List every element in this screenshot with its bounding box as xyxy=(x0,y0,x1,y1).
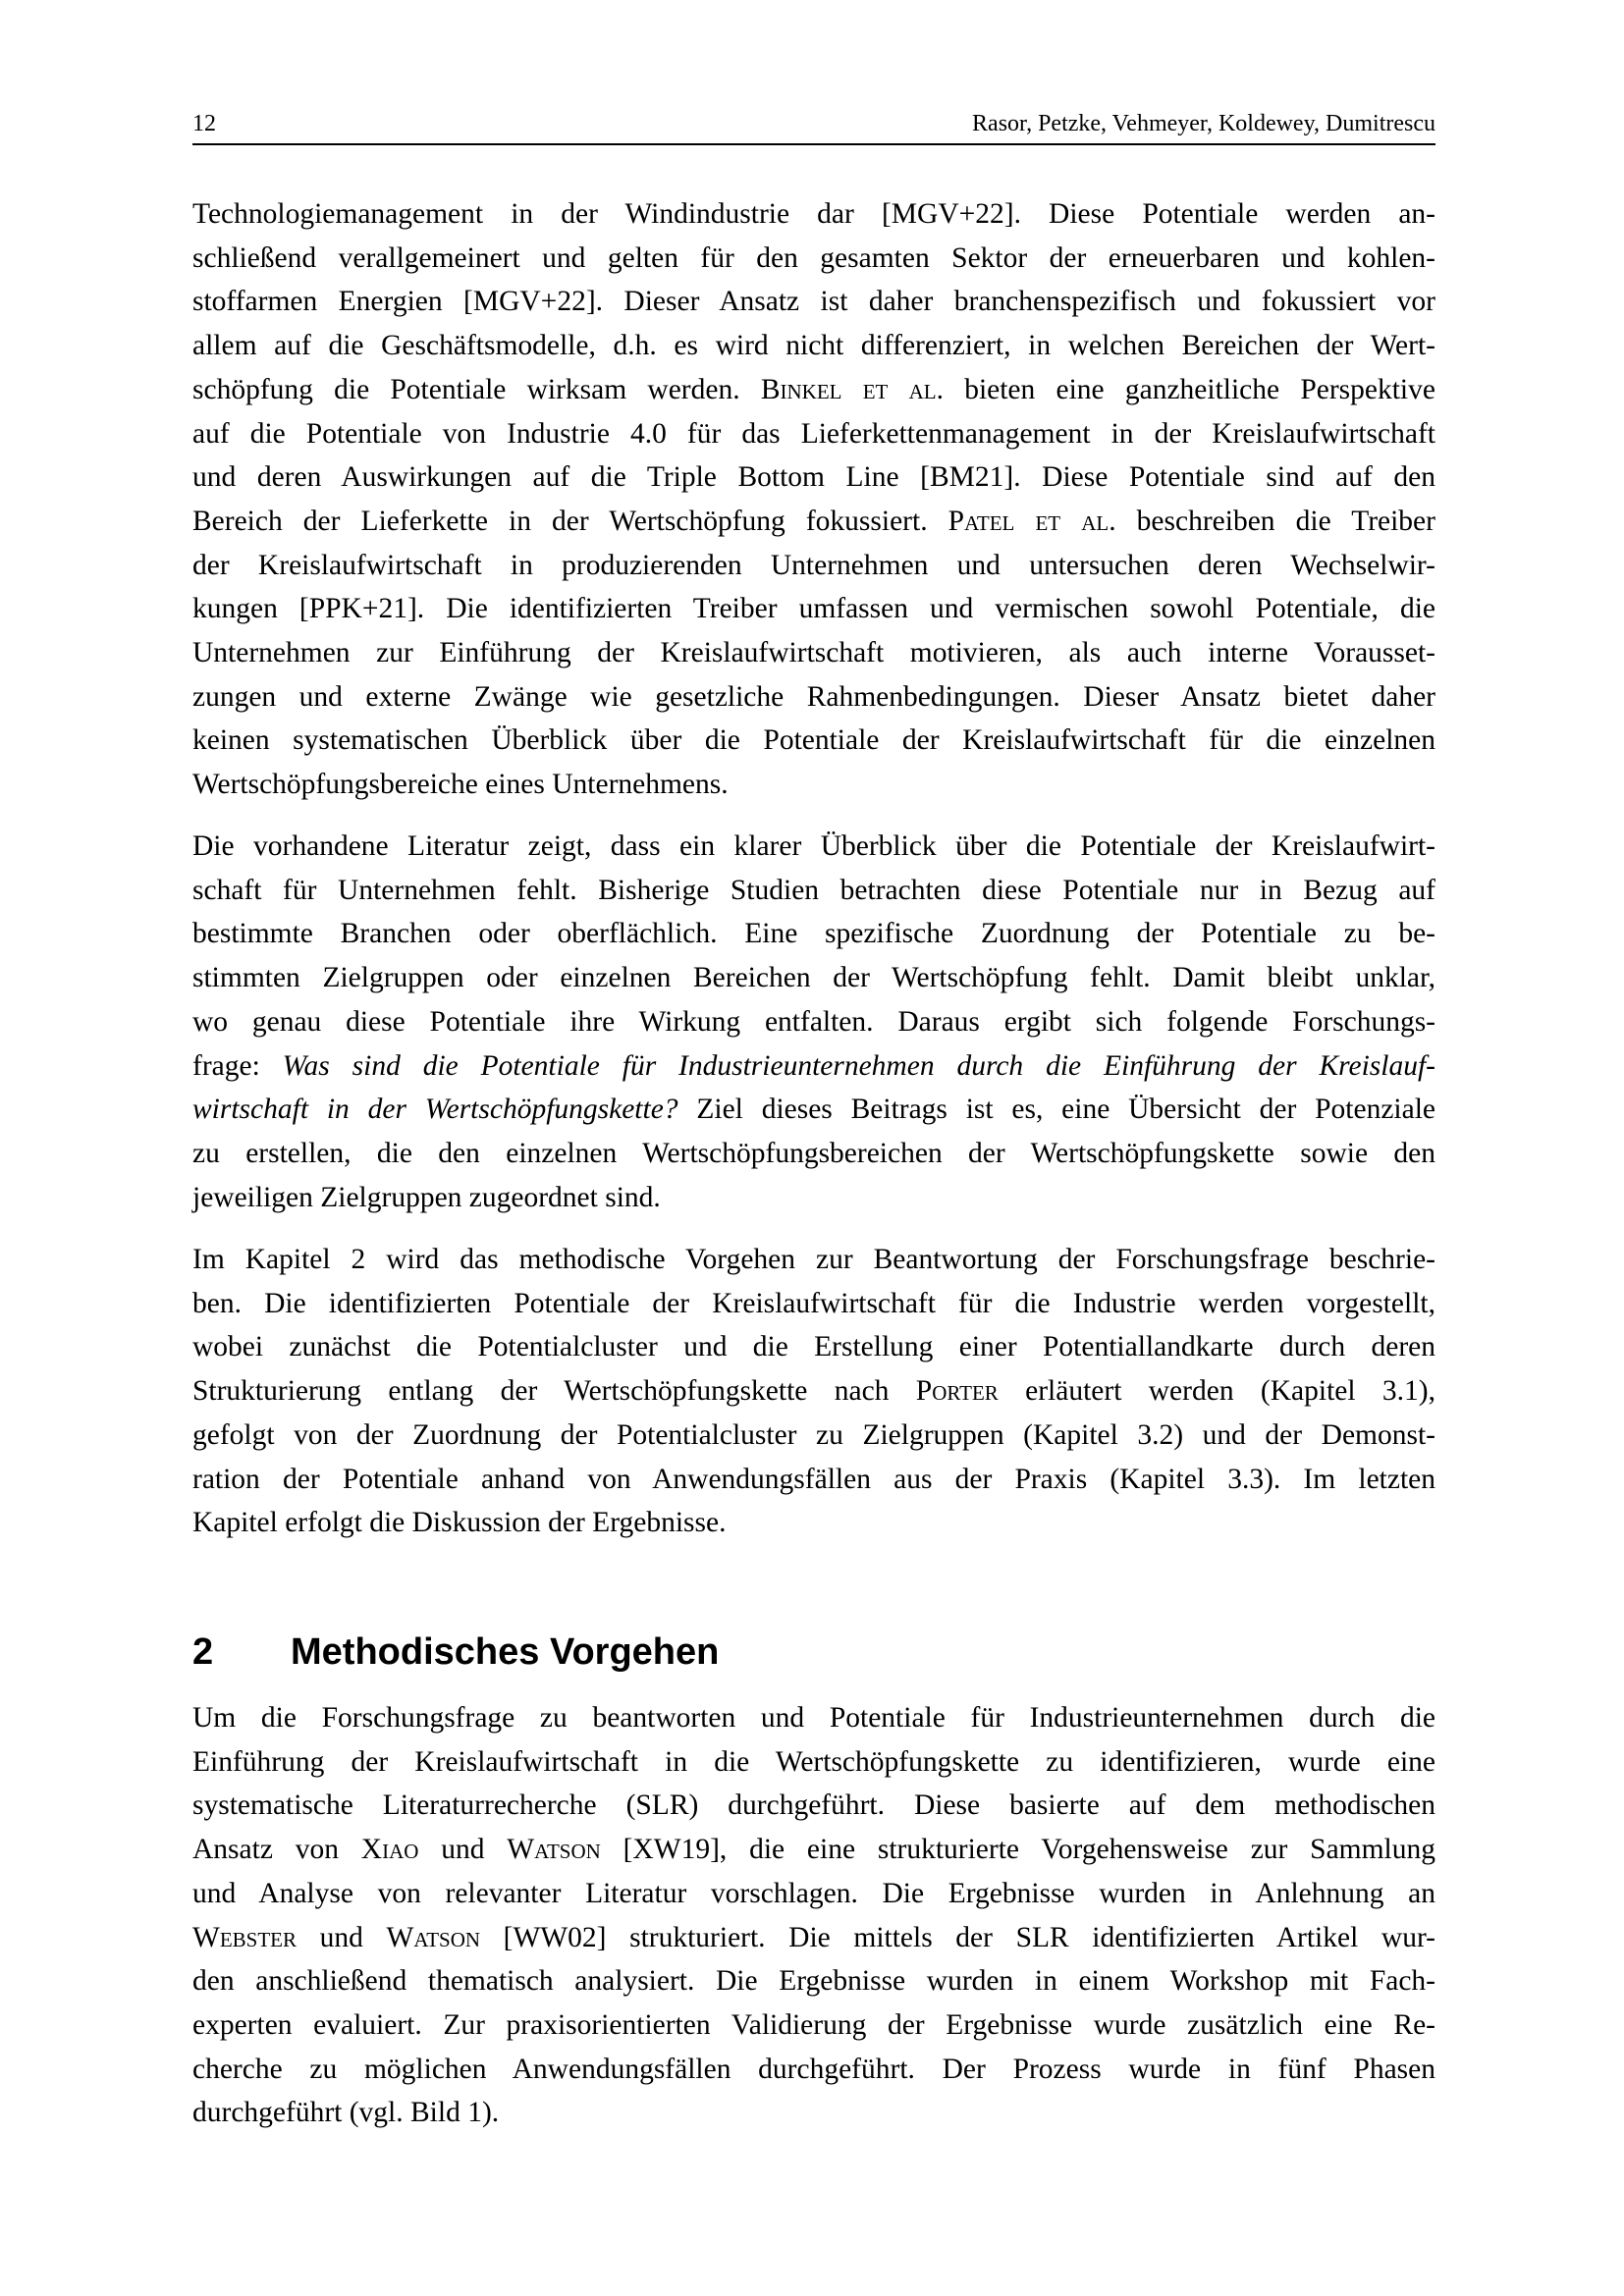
text-line: Im Kapitel 2 wird das methodische Vorgehen zur Beantwortung der Forschungsfrage beschrie- xyxy=(192,1244,1435,1275)
text-line: und Analyse von relevanter Literatur vorschlagen. Die Ergebnisse wurden in Anlehnung an xyxy=(192,1877,1435,1909)
text-line: stimmten Zielgruppen oder einzelnen Bereichen der Wertschöpfung fehlt. Damit bleibt unklar, xyxy=(192,962,1435,994)
section-paragraph-1 xyxy=(192,1696,1435,2135)
text-line: keinen systematischen Überblick über die Potentiale der Kreislaufwirtschaft für die einzelnen xyxy=(192,724,1435,757)
text-line: stoffarmen Energien [MGV+22]. Dieser Ansatz ist daher branchenspezifisch und fokussiert vor xyxy=(192,286,1435,318)
author-name: Binkel et al. xyxy=(760,373,944,405)
author-name: Webster xyxy=(192,1921,298,1953)
text-line: allem auf die Geschäftsmodelle, d.h. es wird nicht differenziert, in welchen Bereichen der Wert- xyxy=(192,330,1435,362)
text-line: jeweiligen Zielgruppen zugeordnet sind. xyxy=(192,1181,661,1213)
text-line: und deren Auswirkungen auf die Triple Bottom Line [BM21]. Diese Potentiale sind auf den xyxy=(192,461,1435,494)
text-line: bestimmte Branchen oder oberflächlich. Eine spezifische Zuordnung der Potentiale zu be- xyxy=(192,918,1435,950)
text-line: wobei zunächst die Potentialcluster und die Erstellung einer Potentiallandkarte durch deren xyxy=(192,1331,1435,1363)
text-line: Technologiemanagement in der Windindustrie dar [MGV+22]. Diese Potentiale werden an- xyxy=(192,198,1435,230)
text-line: kungen [PPK+21]. Die identifizierten Treiber umfassen und vermischen sowohl Potentiale, die xyxy=(192,593,1435,625)
text-line: zu erstellen, die den einzelnen Wertschöpfungsbereichen der Wertschöpfungskette sowie den xyxy=(192,1137,1435,1169)
text-line: cherche zu möglichen Anwendungsfällen durchgeführt. Der Prozess wurde in fünf Phasen xyxy=(192,2053,1435,2085)
text-line: Einführung der Kreislaufwirtschaft in die Wertschöpfungskette zu identifizieren, wurde eine xyxy=(192,1745,1435,1778)
text-line: ration der Potentiale anhand von Anwendungsfällen aus der Praxis (Kapitel 3.3). Im letzten xyxy=(192,1463,1435,1495)
author-name: Porter xyxy=(915,1375,999,1408)
author-name: Patel et al. xyxy=(947,505,1116,537)
text-line: wo genau diese Potentiale ihre Wirkung entfalten. Daraus ergibt sich folgende Forschungs- xyxy=(192,1005,1435,1038)
text-line: schaft für Unternehmen fehlt. Bisherige Studien betrachten diese Potentiale nur in Bezug auf xyxy=(192,874,1435,906)
section-heading xyxy=(192,1629,719,1675)
text-line: Strukturierung entlang der Wertschöpfungskette nach Porter erläutert werden (Kapitel 3.1), xyxy=(192,1375,1436,1408)
text-line: experten evaluiert. Zur praxisorientierten Validierung der Ergebnisse wurde zusätzlich eine Re- xyxy=(192,2008,1435,2041)
running-header-authors: Rasor, Petzke, Vehmeyer, Koldewey, Dumitrescu xyxy=(972,111,1435,136)
running-header xyxy=(192,110,1435,145)
body-paragraph-2 xyxy=(192,825,1435,1219)
text-line: Webster und Watson [WW02] strukturiert. Die mittels der SLR identifizierten Artikel wur- xyxy=(192,1921,1436,1953)
text-line: Bereich der Lieferkette in der Wertschöpfung fokussiert. Patel et al. beschreiben die Treiber xyxy=(192,505,1435,537)
text-line: Die vorhandene Literatur zeigt, dass ein klarer Überblick über die Potentiale der Kreislaufwirt- xyxy=(192,830,1435,862)
page-number: 12 xyxy=(192,111,216,136)
text-line: durchgeführt (vgl. Bild 1). xyxy=(192,2097,500,2129)
research-question: Was sind die Potentiale für Industrieunternehmen durch die Einführung der Kreislauf- xyxy=(282,1049,1436,1082)
section-number: 2 xyxy=(192,1631,214,1673)
section-title: Methodisches Vorgehen xyxy=(291,1631,720,1673)
text-line: schöpfung die Potentiale wirksam werden. Binkel et al. bieten eine ganzheitliche Perspektive xyxy=(192,373,1435,405)
text-line: schließend verallgemeinert und gelten für den gesamten Sektor der erneuerbaren und kohlen- xyxy=(192,241,1435,274)
author-name: Watson xyxy=(386,1921,481,1953)
text-line: Unternehmen zur Einführung der Kreislaufwirtschaft motivieren, als auch interne Vorausset- xyxy=(192,637,1435,669)
text-line: der Kreislaufwirtschaft in produzierenden Unternehmen und untersuchen deren Wechselwir- xyxy=(192,549,1435,581)
text-line: auf die Potentiale von Industrie 4.0 für das Lieferkettenmanagement in der Kreislaufwirtschaft xyxy=(192,417,1435,450)
text-line: wirtschaft in der Wertschöpfungskette? Ziel dieses Beitrags ist es, eine Übersicht der Potenziale xyxy=(192,1094,1435,1126)
text-line: zungen und externe Zwänge wie gesetzliche Rahmenbedingungen. Dieser Ansatz bietet daher xyxy=(192,680,1435,713)
text-line: gefolgt von der Zuordnung der Potentialcluster zu Zielgruppen (Kapitel 3.2) und der Demonst- xyxy=(192,1418,1435,1451)
text-line: Kapitel erfolgt die Diskussion der Ergebnisse. xyxy=(192,1507,727,1539)
text-line: Wertschöpfungsbereiche eines Unternehmens. xyxy=(192,769,729,801)
text-line: den anschließend thematisch analysiert. Die Ergebnisse wurden in einem Workshop mit Fach- xyxy=(192,1965,1435,1998)
author-name: Xiao xyxy=(360,1834,419,1866)
body-paragraph-1 xyxy=(192,192,1435,807)
text-line: Um die Forschungsfrage zu beantworten und Potentiale für Industrieunternehmen durch die xyxy=(192,1702,1435,1734)
text-line: ben. Die identifizierten Potentiale der Kreislaufwirtschaft für die Industrie werden vorgestellt, xyxy=(192,1287,1435,1319)
text-line: frage: Was sind die Potentiale für Industrieunternehmen durch die Einführung der Kreislauf- xyxy=(192,1049,1436,1082)
body-paragraph-3 xyxy=(192,1238,1435,1545)
research-question: wirtschaft in der Wertschöpfungskette? xyxy=(192,1094,678,1126)
text-line: Ansatz von Xiao und Watson [XW19], die eine strukturierte Vorgehensweise zur Sammlung xyxy=(192,1834,1435,1866)
text-line: systematische Literaturrecherche (SLR) durchgeführt. Diese basierte auf dem methodischen xyxy=(192,1789,1435,1822)
author-name: Watson xyxy=(507,1834,601,1866)
